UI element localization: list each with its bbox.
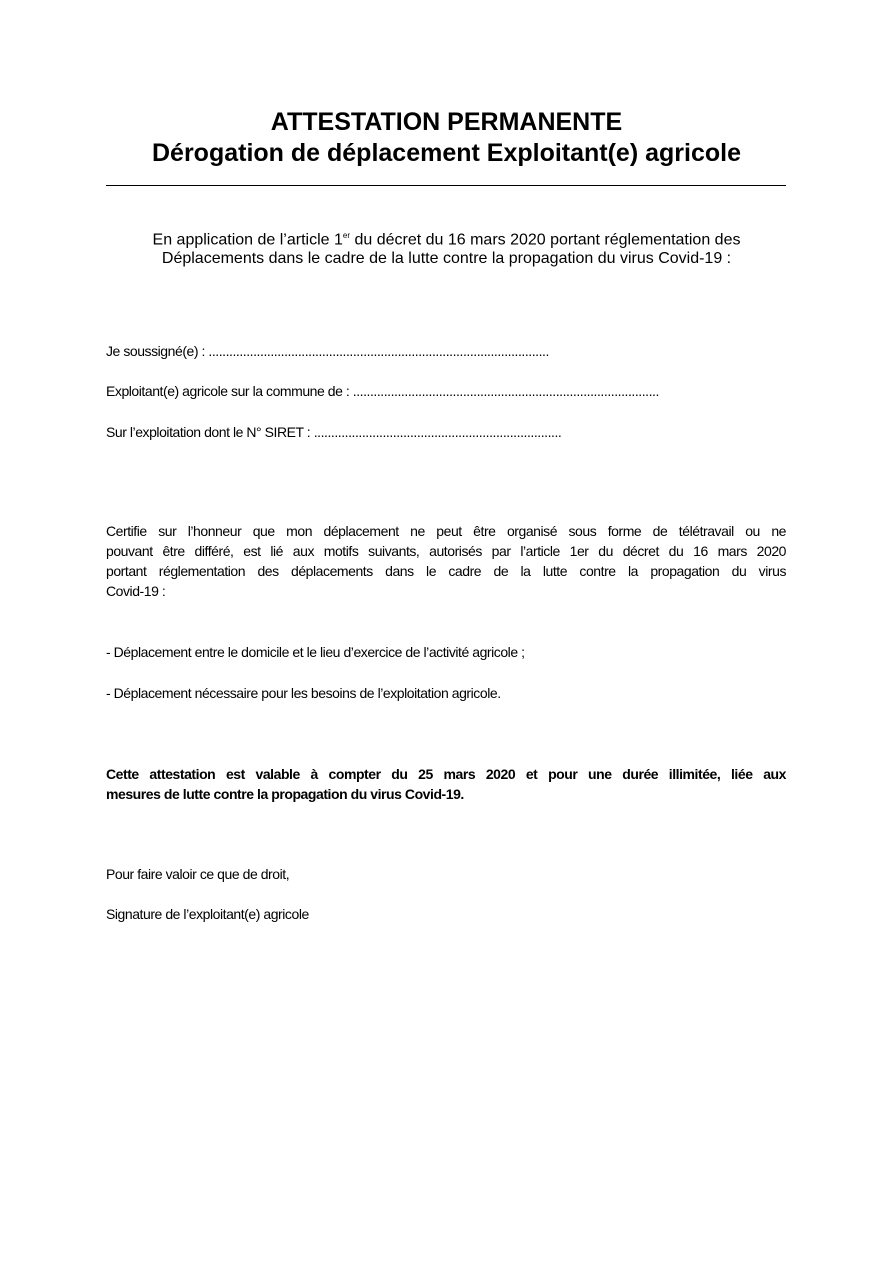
motif-item: - Déplacement nécessaire pour les besoins de l’exploitation agricole. xyxy=(106,685,501,701)
signature-label: Signature de l’exploitant(e) agricole xyxy=(106,906,309,922)
commune-field[interactable] xyxy=(106,381,740,401)
field-label: Sur l’exploitation dont le N° SIRET : xyxy=(106,424,314,440)
field-blank[interactable]: ......................................................................................... xyxy=(352,383,659,399)
field-blank[interactable]: ................................................................................................... xyxy=(208,343,549,359)
paragraph-line: pouvant être différé, est lié aux motifs suivants, autorisés par l’article 1er du décret du 16 mars 2020 xyxy=(106,543,786,559)
field-label: Exploitant(e) agricole sur la commune de : xyxy=(106,383,353,399)
validity-paragraph xyxy=(106,764,786,804)
paragraph-line: mesures de lutte contre la propagation du virus Covid-19. xyxy=(106,786,464,802)
certify-paragraph xyxy=(106,521,786,601)
paragraph-line: Covid-19 : xyxy=(106,583,166,599)
closing-text: Pour faire valoir ce que de droit, xyxy=(106,866,290,882)
intro-text: du décret du 16 mars 2020 portant réglementation des xyxy=(350,231,741,249)
paragraph-line: portant réglementation des déplacements dans le cadre de la lutte contre la propagation du virus xyxy=(106,563,786,579)
siret-field[interactable] xyxy=(106,422,626,442)
intro-text: En application de l’article 1 xyxy=(152,231,343,249)
field-label: Je soussigné(e) : xyxy=(106,343,209,359)
name-field[interactable] xyxy=(106,341,618,361)
document-title: ATTESTATION PERMANENTE xyxy=(270,108,623,136)
paragraph-line: Cette attestation est valable à compter du 25 mars 2020 et pour une durée illimitée, liée aux xyxy=(106,766,786,782)
motif-item: - Déplacement entre le domicile et le lieu d’exercice de l’activité agricole ; xyxy=(106,644,525,660)
intro-superscript: er xyxy=(342,231,350,240)
title-divider xyxy=(106,185,786,186)
field-blank[interactable]: ........................................................................ xyxy=(313,424,562,440)
intro-text: Déplacements dans le cadre de la lutte contre la propagation du virus Covid-19 : xyxy=(161,250,732,268)
document-subtitle: Dérogation de déplacement Exploitant(e) agricole xyxy=(151,139,741,167)
paragraph-line: Certifie sur l’honneur que mon déplacement ne peut être organisé sous forme de télétravail ou ne xyxy=(106,523,786,539)
intro-paragraph xyxy=(0,226,893,268)
